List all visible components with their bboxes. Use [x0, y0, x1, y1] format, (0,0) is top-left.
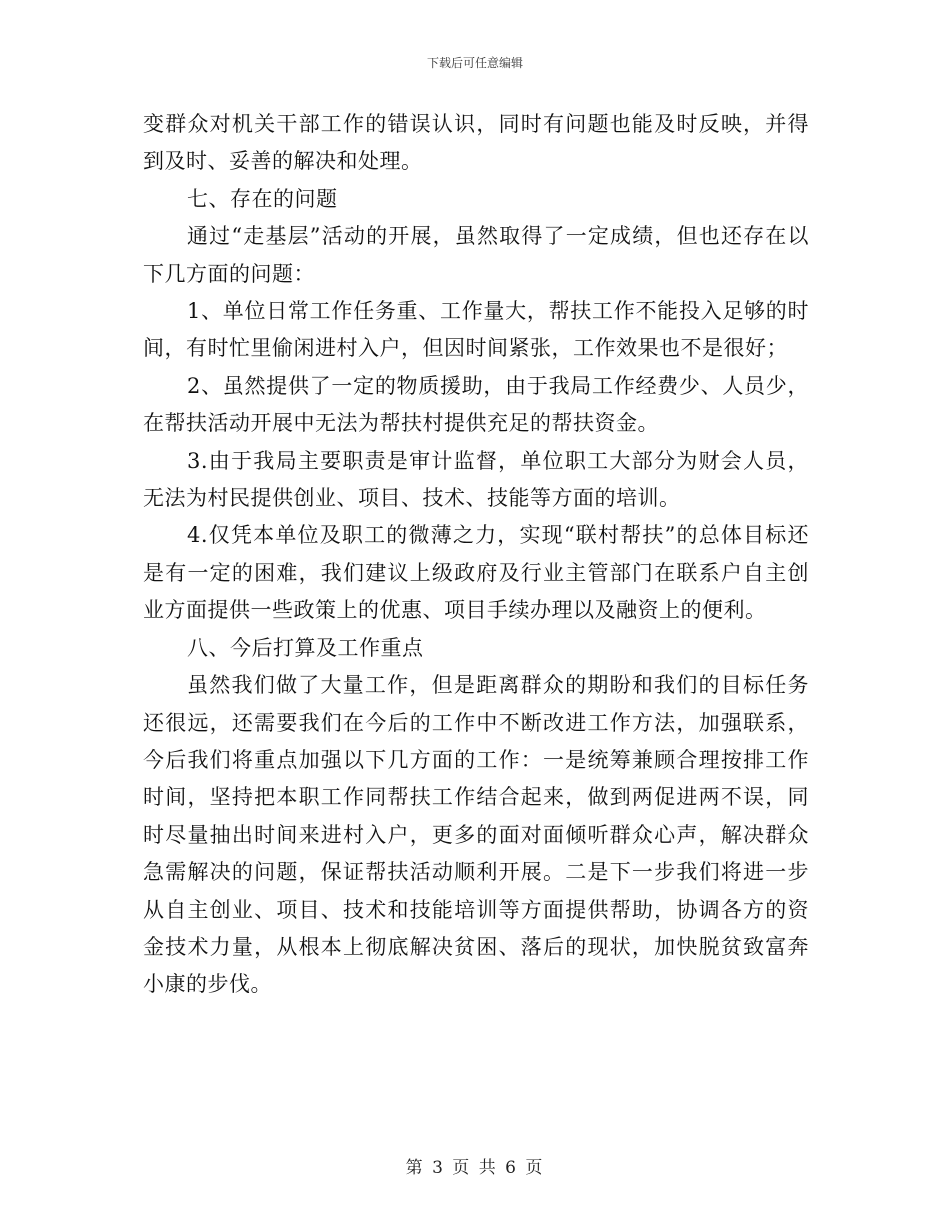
paragraph-future-plans: 虽然我们做了大量工作，但是距离群众的期盼和我们的目标任务还很远，还需要我们在今后的工作中不断改进工作方法，加强联系，今后我们将重点加强以下几方面的工作：一是统筹兼顾合理按排工作时间，坚持把本职工作同帮扶工作结合起来，做到两促进两不误，同时尽量抽出时间来进村入户，更多的面对面倾听群众心声，解决群众急需解决的问题，保证帮扶活动顺利开展。二是下一步我们将进一步从自主创业、项目、技术和技能培训等方面提供帮助，协调各方的资金技术力量，从根本上彻底解决贫困、落后的现状，加快脱贫致富奔小康的步伐。: [143, 673, 809, 997]
paragraph-intro-problems: 通过“走基层”活动的开展，虽然取得了一定成绩，但也还存在以下几方面的问题：: [143, 224, 809, 286]
paragraph-problem-2: 2、虽然提供了一定的物质援助，由于我局工作经费少、人员少，在帮扶活动开展中无法为帮扶村提供充足的帮扶资金。: [143, 373, 809, 436]
section-heading-7: 七、存在的问题: [187, 186, 338, 211]
section-heading-8: 八、今后打算及工作重点: [187, 635, 424, 660]
paragraph-problem-3: 3.由于我局主要职责是审计监督，单位职工大部分为财会人员，无法为村民提供创业、项目、技术、技能等方面的培训。: [143, 448, 809, 511]
paragraph-continuation: 变群众对机关干部工作的错误认识，同时有问题也能及时反映，并得到及时、妥善的解决和处理。: [143, 112, 809, 174]
page-number: 第 3 页 共 6 页: [405, 1158, 545, 1178]
paragraph-problem-1: 1、单位日常工作任务重、工作量大，帮扶工作不能投入足够的时间，有时忙里偷闲进村入户，但因时间紧张，工作效果也不是很好；: [143, 299, 809, 361]
document-body: [143, 106, 809, 1004]
header-note: 下载后可任意编辑: [426, 56, 523, 70]
paragraph-problem-4: 4.仅凭本单位及职工的微薄之力，实现“联村帮扶”的总体目标还是有一定的困难，我们建议上级政府及行业主管部门在联系户自主创业方面提供一些政策上的优惠、项目手续办理以及融资上的便利。: [143, 523, 809, 623]
